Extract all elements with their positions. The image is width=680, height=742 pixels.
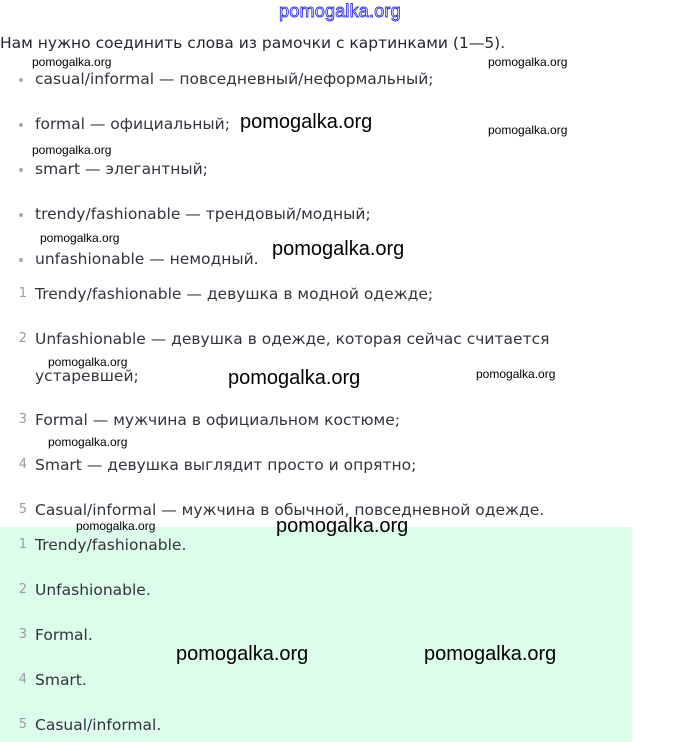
watermark: pomogalka.org	[476, 367, 556, 381]
item-number: 2	[18, 331, 27, 346]
description-text: устаревшей;	[35, 367, 139, 385]
list-item	[0, 713, 632, 737]
task-intro: Нам нужно соединить слова из рамочки с картинками (1—5).	[0, 34, 506, 52]
answer-text: Smart.	[35, 671, 87, 689]
description-text: Smart — девушка выглядит просто и опрятно;	[35, 456, 417, 474]
watermark: pomogalka.org	[76, 519, 156, 533]
item-number: 3	[18, 627, 27, 642]
watermark: pomogalka.org	[228, 367, 361, 389]
list-item	[0, 327, 632, 351]
answer-text: Unfashionable.	[35, 581, 151, 599]
bullet-icon	[19, 123, 23, 127]
description-text: Unfashionable — девушка в одежде, которая сейчас считается	[35, 330, 550, 348]
item-number: 4	[18, 672, 27, 687]
description-text: Casual/informal — мужчина в обычной, повседневной одежде.	[35, 501, 545, 519]
watermark: pomogalka.org	[276, 515, 409, 537]
list-item	[0, 202, 632, 226]
answer-text: Trendy/fashionable.	[35, 536, 187, 554]
item-number: 2	[18, 582, 27, 597]
site-header-link[interactable]: pomogalka.org	[279, 1, 401, 21]
item-number: 1	[18, 286, 27, 301]
watermark: pomogalka.org	[488, 123, 568, 137]
description-text: Trendy/fashionable — девушка в модной одежде;	[35, 285, 434, 303]
item-number: 5	[18, 502, 27, 517]
list-item	[0, 668, 632, 692]
watermark: pomogalka.org	[40, 231, 120, 245]
watermark: pomogalka.org	[240, 111, 373, 133]
vocabulary-text: unfashionable — немодный.	[35, 250, 259, 268]
description-text: Formal — мужчина в официальном костюме;	[35, 411, 400, 429]
bullet-icon	[19, 213, 23, 217]
item-number: 3	[18, 412, 27, 427]
item-number: 1	[18, 537, 27, 552]
list-item	[0, 157, 632, 181]
watermark: pomogalka.org	[176, 643, 309, 665]
watermark: pomogalka.org	[488, 55, 568, 69]
list-item	[0, 408, 632, 432]
bullet-icon	[19, 258, 23, 262]
watermark: pomogalka.org	[272, 238, 405, 260]
vocabulary-text: casual/informal — повседневный/неформальный;	[35, 70, 434, 88]
answer-block	[0, 527, 632, 742]
item-number: 5	[18, 717, 27, 732]
answer-text: Formal.	[35, 626, 93, 644]
bullet-icon	[19, 168, 23, 172]
list-item	[0, 578, 632, 602]
vocabulary-text: formal — официальный;	[35, 115, 230, 133]
watermark: pomogalka.org	[32, 55, 112, 69]
watermark: pomogalka.org	[424, 643, 557, 665]
vocabulary-text: smart — элегантный;	[35, 160, 208, 178]
list-item	[0, 282, 632, 306]
list-item	[0, 453, 632, 477]
vocabulary-text: trendy/fashionable — трендовый/модный;	[35, 205, 371, 223]
list-item	[0, 67, 632, 91]
watermark: pomogalka.org	[48, 435, 128, 449]
watermark: pomogalka.org	[32, 143, 112, 157]
answer-text: Casual/informal.	[35, 716, 162, 734]
bullet-icon	[19, 78, 23, 82]
watermark: pomogalka.org	[48, 355, 128, 369]
item-number: 4	[18, 457, 27, 472]
